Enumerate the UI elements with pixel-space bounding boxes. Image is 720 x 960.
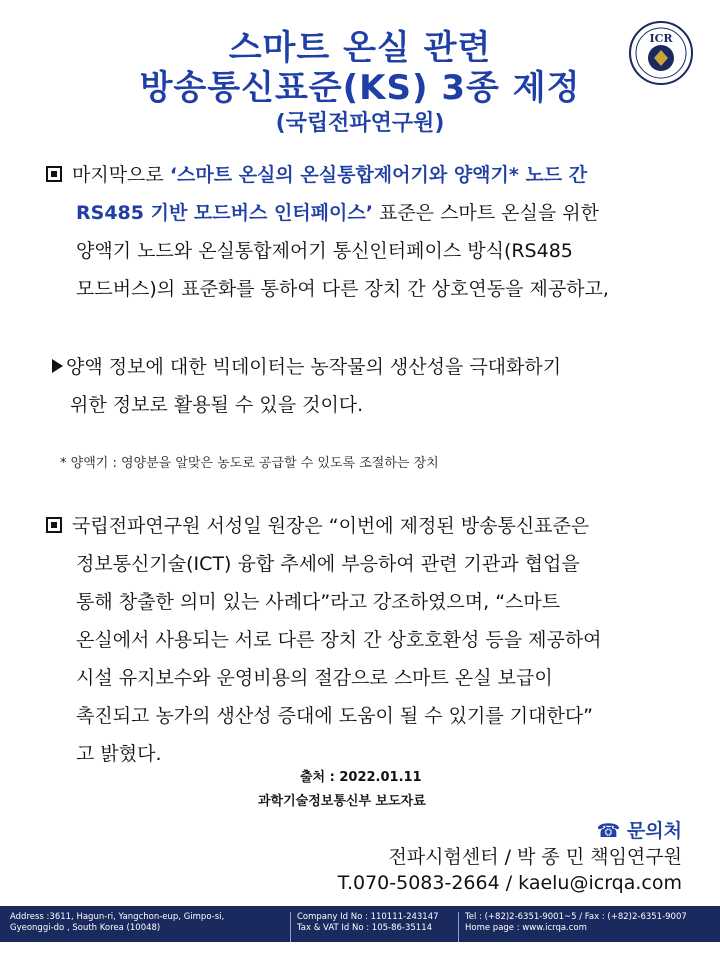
footer-address-line1: Address :3611, Hagun-ri, Yangchon-eup, Gimpo-si, xyxy=(10,912,225,922)
paragraph3-line1 xyxy=(46,507,706,545)
paragraph1-lead: 마지막으로 xyxy=(72,164,170,186)
footer-company xyxy=(290,912,458,942)
paragraph2-line2: 위한 정보로 활용될 수 있을 것이다. xyxy=(70,394,364,416)
source-publisher: 과학기술정보통신부 보도자료 xyxy=(258,794,426,809)
source-date: 출처 : 2022.01.11 xyxy=(300,770,422,785)
paragraph2-line1 xyxy=(52,348,702,386)
paragraph1-line1 xyxy=(46,156,696,194)
footer-tel-fax: Tel : (+82)2-6351-9001~5 / Fax : (+82)2-6351-9007 xyxy=(465,912,687,922)
footer-address xyxy=(10,912,290,942)
standard-name-part2: RS485 기반 모드버스 인터페이스’ xyxy=(76,202,373,224)
page-title-line1: 스마트 온실 관련 xyxy=(228,28,492,68)
paragraph3-line2: 정보통신기술(ICT) 융합 추세에 부응하여 관련 기관과 협업을 xyxy=(76,553,580,575)
paragraph-quote xyxy=(46,507,706,773)
footer-homepage[interactable]: Home page : www.icrqa.com xyxy=(465,923,587,933)
paragraph3-line3: 통해 창출한 의미 있는 사례다”라고 강조하였으며, “스마트 xyxy=(76,591,561,613)
footer-bar xyxy=(0,906,720,942)
paragraph-bigdata xyxy=(52,348,702,424)
paragraph1-rest: 표준은 스마트 온실을 위한 xyxy=(372,202,599,224)
paragraph3-line7: 고 밝혔다. xyxy=(76,743,162,765)
footer-contact xyxy=(458,912,708,942)
paragraph1-line4: 모드버스)의 표준화를 통하여 다른 장치 간 상호연동을 제공하고, xyxy=(76,278,609,300)
paragraph2-text1: 양액 정보에 대한 빅데이터는 농작물의 생산성을 극대화하기 xyxy=(66,356,562,378)
logo-text: ICR xyxy=(649,32,673,45)
contact-block xyxy=(338,818,682,896)
paragraph1-line2 xyxy=(46,194,696,232)
paragraph3-text1: 국립전파연구원 서성일 원장은 “이번에 제정된 방송통신표준은 xyxy=(72,515,590,537)
square-bullet-icon xyxy=(46,166,62,182)
footer-tax-id: Tax & VAT Id No : 105-86-35114 xyxy=(297,923,433,933)
contact-person: 전파시험센터 / 박 종 민 책임연구원 xyxy=(388,846,682,868)
footer-address-line2: Gyeonggi-do , South Korea (10048) xyxy=(10,923,161,933)
icr-logo xyxy=(628,20,694,86)
page-title-line2: 방송통신표준(KS) 3종 제정 xyxy=(139,68,581,108)
square-bullet-icon xyxy=(46,517,62,533)
contact-title: ☎ 문의처 xyxy=(596,820,682,842)
paragraph3-line5: 시설 유지보수와 운영비용의 절감으로 스마트 온실 보급이 xyxy=(76,667,553,689)
paragraph1-line3: 양액기 노드와 온실통합제어기 통신인터페이스 방식(RS485 xyxy=(76,240,573,262)
paragraph3-line4: 온실에서 사용되는 서로 다른 장치 간 상호호환성 등을 제공하여 xyxy=(76,629,602,651)
triangle-bullet-icon xyxy=(52,359,63,373)
page-subtitle: (국립전파연구원) xyxy=(275,111,445,136)
footer-company-id: Company Id No : 110111-243147 xyxy=(297,912,439,922)
contact-phone-email: T.070-5083-2664 / kaelu@icrqa.com xyxy=(337,872,682,894)
footnote: * 양액기 : 영양분을 알맞은 농도로 공급할 수 있도록 조절하는 장치 xyxy=(60,456,439,471)
paragraph-standard xyxy=(46,156,696,308)
paragraph3-line6: 촉진되고 농가의 생산성 증대에 도움이 될 수 있기를 기대한다” xyxy=(76,705,594,727)
standard-name-part1: ‘스마트 온실의 온실통합제어기와 양액기* 노드 간 xyxy=(169,164,588,186)
